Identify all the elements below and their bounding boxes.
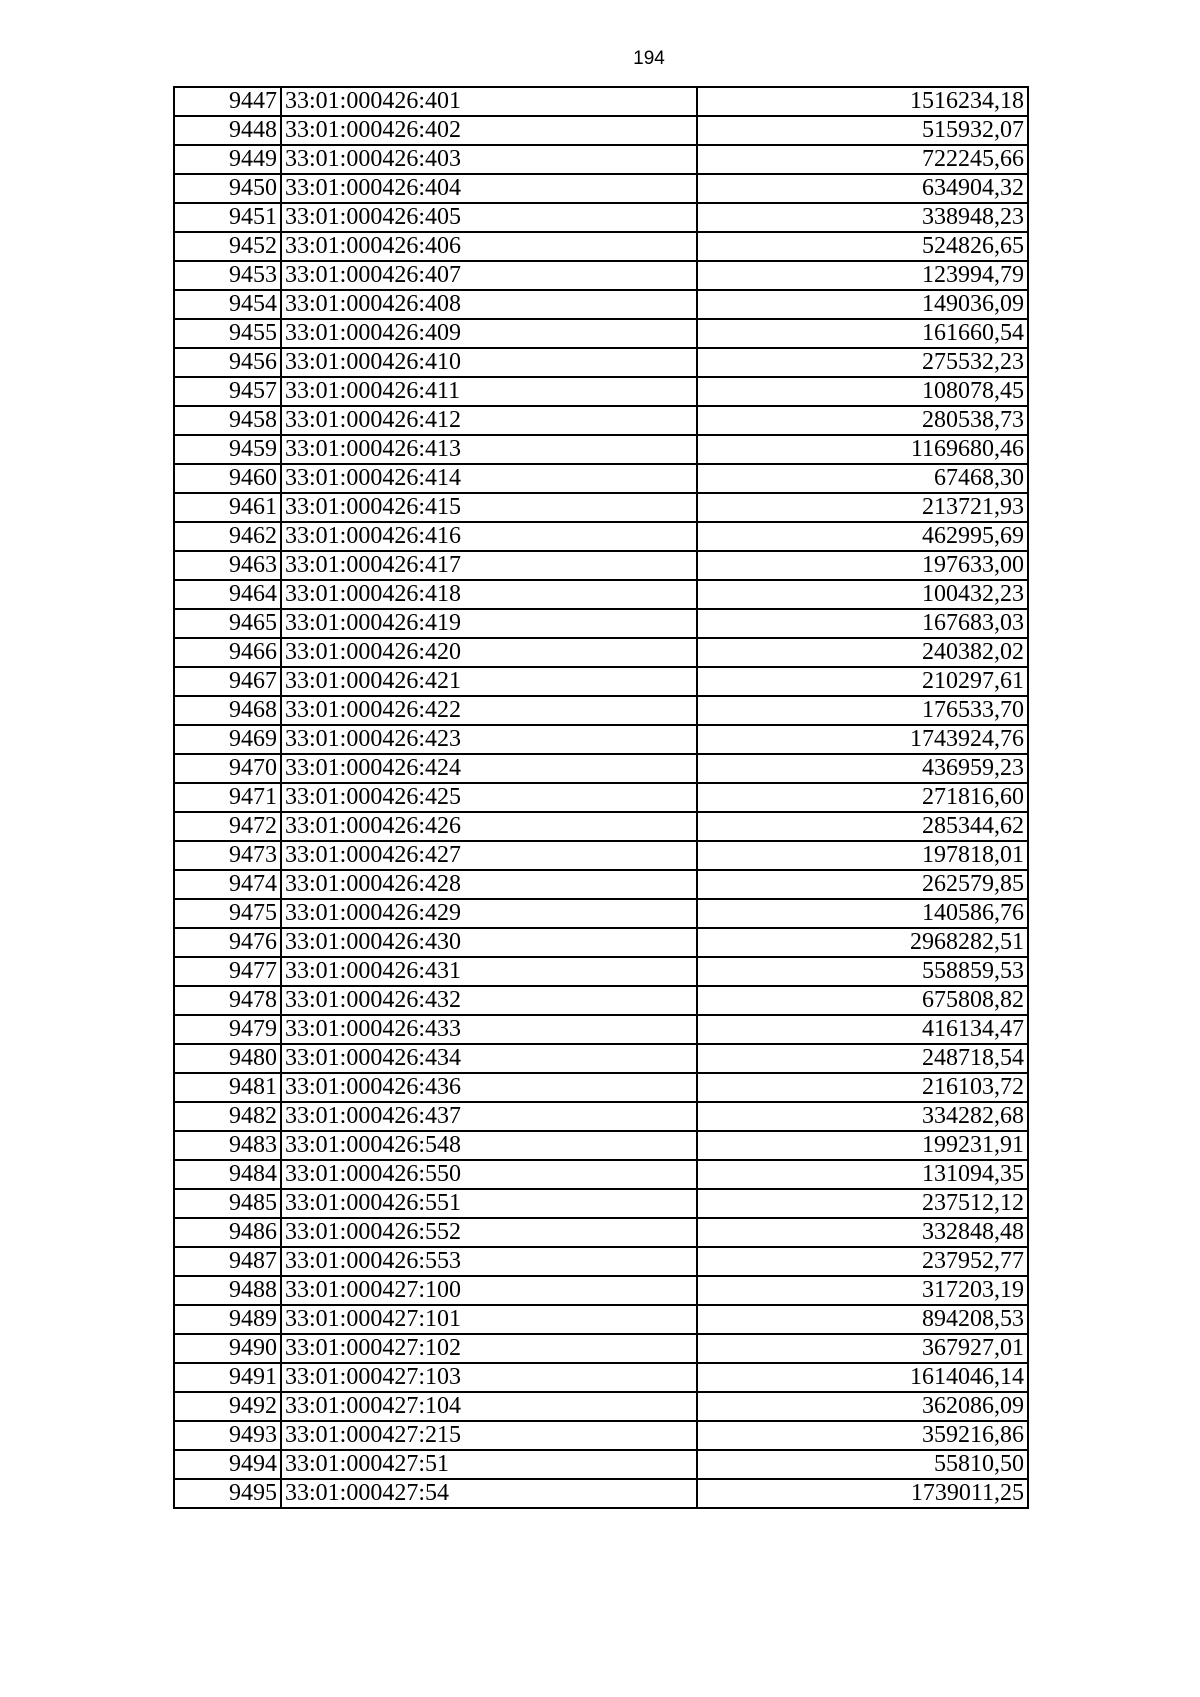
cadastral-number-cell: 33:01:000426:432 — [281, 986, 697, 1015]
value-cell: 216103,72 — [697, 1073, 1028, 1102]
cadastral-number-cell: 33:01:000426:416 — [281, 522, 697, 551]
table-row — [174, 1131, 1028, 1160]
table-row — [174, 841, 1028, 870]
table-row — [174, 1189, 1028, 1218]
table-row — [174, 1305, 1028, 1334]
cadastral-number-cell: 33:01:000426:429 — [281, 899, 697, 928]
value-cell: 167683,03 — [697, 609, 1028, 638]
table-row — [174, 1334, 1028, 1363]
cadastral-number-cell: 33:01:000426:553 — [281, 1247, 697, 1276]
value-cell: 149036,09 — [697, 290, 1028, 319]
cadastral-number-cell: 33:01:000426:417 — [281, 551, 697, 580]
table-row — [174, 928, 1028, 957]
table-row — [174, 696, 1028, 725]
cadastral-number-cell: 33:01:000426:418 — [281, 580, 697, 609]
cadastral-number-cell: 33:01:000426:414 — [281, 464, 697, 493]
value-cell: 280538,73 — [697, 406, 1028, 435]
cadastral-number-cell: 33:01:000426:551 — [281, 1189, 697, 1218]
value-cell: 722245,66 — [697, 145, 1028, 174]
row-number-cell: 9495 — [174, 1479, 281, 1508]
row-number-cell: 9479 — [174, 1015, 281, 1044]
row-number-cell: 9456 — [174, 348, 281, 377]
table-row — [174, 87, 1028, 116]
value-cell: 100432,23 — [697, 580, 1028, 609]
row-number-cell: 9474 — [174, 870, 281, 899]
row-number-cell: 9486 — [174, 1218, 281, 1247]
value-cell: 359216,86 — [697, 1421, 1028, 1450]
cadastral-number-cell: 33:01:000426:430 — [281, 928, 697, 957]
cadastral-number-cell: 33:01:000426:406 — [281, 232, 697, 261]
row-number-cell: 9468 — [174, 696, 281, 725]
row-number-cell: 9457 — [174, 377, 281, 406]
cadastral-number-cell: 33:01:000426:426 — [281, 812, 697, 841]
cadastral-number-cell: 33:01:000426:422 — [281, 696, 697, 725]
value-cell: 262579,85 — [697, 870, 1028, 899]
table-row — [174, 986, 1028, 1015]
table-row — [174, 464, 1028, 493]
row-number-cell: 9451 — [174, 203, 281, 232]
value-cell: 2968282,51 — [697, 928, 1028, 957]
value-cell: 362086,09 — [697, 1392, 1028, 1421]
cadastral-number-cell: 33:01:000426:419 — [281, 609, 697, 638]
table-row — [174, 1160, 1028, 1189]
value-cell: 240382,02 — [697, 638, 1028, 667]
value-cell: 1739011,25 — [697, 1479, 1028, 1508]
row-number-cell: 9447 — [174, 87, 281, 116]
table-row — [174, 348, 1028, 377]
cadastral-number-cell: 33:01:000426:420 — [281, 638, 697, 667]
cadastral-number-cell: 33:01:000427:102 — [281, 1334, 697, 1363]
value-cell: 317203,19 — [697, 1276, 1028, 1305]
cadastral-number-cell: 33:01:000427:100 — [281, 1276, 697, 1305]
table-row — [174, 1450, 1028, 1479]
value-cell: 55810,50 — [697, 1450, 1028, 1479]
value-cell: 332848,48 — [697, 1218, 1028, 1247]
table-row — [174, 290, 1028, 319]
cadastral-number-cell: 33:01:000426:423 — [281, 725, 697, 754]
cadastral-number-cell: 33:01:000426:431 — [281, 957, 697, 986]
cadastral-number-cell: 33:01:000426:424 — [281, 754, 697, 783]
cadastral-number-cell: 33:01:000426:407 — [281, 261, 697, 290]
value-cell: 515932,07 — [697, 116, 1028, 145]
table-row — [174, 1363, 1028, 1392]
value-cell: 271816,60 — [697, 783, 1028, 812]
value-cell: 237512,12 — [697, 1189, 1028, 1218]
cadastral-number-cell: 33:01:000426:415 — [281, 493, 697, 522]
row-number-cell: 9471 — [174, 783, 281, 812]
cadastral-number-cell: 33:01:000427:103 — [281, 1363, 697, 1392]
row-number-cell: 9450 — [174, 174, 281, 203]
row-number-cell: 9454 — [174, 290, 281, 319]
table-row — [174, 406, 1028, 435]
table-row — [174, 870, 1028, 899]
cadastral-number-cell: 33:01:000426:411 — [281, 377, 697, 406]
value-cell: 334282,68 — [697, 1102, 1028, 1131]
row-number-cell: 9461 — [174, 493, 281, 522]
value-cell: 197818,01 — [697, 841, 1028, 870]
row-number-cell: 9465 — [174, 609, 281, 638]
page-number: 194 — [633, 48, 665, 69]
row-number-cell: 9467 — [174, 667, 281, 696]
cadastral-number-cell: 33:01:000426:421 — [281, 667, 697, 696]
table-row — [174, 174, 1028, 203]
table-row — [174, 1479, 1028, 1508]
value-cell: 131094,35 — [697, 1160, 1028, 1189]
table-row — [174, 1218, 1028, 1247]
table-row — [174, 667, 1028, 696]
cadastral-number-cell: 33:01:000426:410 — [281, 348, 697, 377]
table-row — [174, 754, 1028, 783]
cadastral-number-cell: 33:01:000426:434 — [281, 1044, 697, 1073]
value-cell: 1614046,14 — [697, 1363, 1028, 1392]
value-cell: 1743924,76 — [697, 725, 1028, 754]
value-cell: 248718,54 — [697, 1044, 1028, 1073]
table-row — [174, 522, 1028, 551]
value-cell: 123994,79 — [697, 261, 1028, 290]
row-number-cell: 9460 — [174, 464, 281, 493]
cadastral-number-cell: 33:01:000426:408 — [281, 290, 697, 319]
row-number-cell: 9464 — [174, 580, 281, 609]
row-number-cell: 9452 — [174, 232, 281, 261]
row-number-cell: 9449 — [174, 145, 281, 174]
table-row — [174, 638, 1028, 667]
row-number-cell: 9481 — [174, 1073, 281, 1102]
table-row — [174, 899, 1028, 928]
table-row — [174, 377, 1028, 406]
value-cell: 161660,54 — [697, 319, 1028, 348]
table-row — [174, 551, 1028, 580]
row-number-cell: 9469 — [174, 725, 281, 754]
row-number-cell: 9476 — [174, 928, 281, 957]
row-number-cell: 9490 — [174, 1334, 281, 1363]
row-number-cell: 9492 — [174, 1392, 281, 1421]
value-cell: 275532,23 — [697, 348, 1028, 377]
row-number-cell: 9462 — [174, 522, 281, 551]
row-number-cell: 9472 — [174, 812, 281, 841]
value-cell: 285344,62 — [697, 812, 1028, 841]
cadastral-number-cell: 33:01:000427:51 — [281, 1450, 697, 1479]
row-number-cell: 9455 — [174, 319, 281, 348]
cadastral-number-cell: 33:01:000426:402 — [281, 116, 697, 145]
row-number-cell: 9484 — [174, 1160, 281, 1189]
table-row — [174, 1276, 1028, 1305]
table-row — [174, 1421, 1028, 1450]
cadastral-number-cell: 33:01:000426:404 — [281, 174, 697, 203]
row-number-cell: 9466 — [174, 638, 281, 667]
value-cell: 524826,65 — [697, 232, 1028, 261]
cadastral-number-cell: 33:01:000426:427 — [281, 841, 697, 870]
table-row — [174, 1392, 1028, 1421]
cadastral-number-cell: 33:01:000426:412 — [281, 406, 697, 435]
row-number-cell: 9482 — [174, 1102, 281, 1131]
row-number-cell: 9493 — [174, 1421, 281, 1450]
row-number-cell: 9494 — [174, 1450, 281, 1479]
value-cell: 140586,76 — [697, 899, 1028, 928]
table-row — [174, 725, 1028, 754]
value-cell: 176533,70 — [697, 696, 1028, 725]
value-cell: 1516234,18 — [697, 87, 1028, 116]
table-row — [174, 261, 1028, 290]
table-row — [174, 1102, 1028, 1131]
value-cell: 416134,47 — [697, 1015, 1028, 1044]
value-cell: 197633,00 — [697, 551, 1028, 580]
table-row — [174, 232, 1028, 261]
value-cell: 210297,61 — [697, 667, 1028, 696]
cadastral-number-cell: 33:01:000427:215 — [281, 1421, 697, 1450]
cadastral-number-cell: 33:01:000426:552 — [281, 1218, 697, 1247]
value-cell: 436959,23 — [697, 754, 1028, 783]
table-row — [174, 1015, 1028, 1044]
row-number-cell: 9459 — [174, 435, 281, 464]
row-number-cell: 9477 — [174, 957, 281, 986]
cadastral-number-cell: 33:01:000426:413 — [281, 435, 697, 464]
row-number-cell: 9470 — [174, 754, 281, 783]
row-number-cell: 9463 — [174, 551, 281, 580]
cadastral-number-cell: 33:01:000426:403 — [281, 145, 697, 174]
cadastral-number-cell: 33:01:000426:409 — [281, 319, 697, 348]
value-cell: 558859,53 — [697, 957, 1028, 986]
value-cell: 367927,01 — [697, 1334, 1028, 1363]
table-row — [174, 609, 1028, 638]
table-row — [174, 493, 1028, 522]
cadastral-number-cell: 33:01:000426:548 — [281, 1131, 697, 1160]
table-row — [174, 203, 1028, 232]
cadastral-number-cell: 33:01:000426:405 — [281, 203, 697, 232]
row-number-cell: 9475 — [174, 899, 281, 928]
value-cell: 675808,82 — [697, 986, 1028, 1015]
table-row — [174, 435, 1028, 464]
value-cell: 67468,30 — [697, 464, 1028, 493]
cadastral-number-cell: 33:01:000426:433 — [281, 1015, 697, 1044]
data-table — [173, 86, 1029, 1509]
table-row — [174, 812, 1028, 841]
value-cell: 462995,69 — [697, 522, 1028, 551]
table-body — [174, 87, 1028, 1508]
cadastral-number-cell: 33:01:000427:101 — [281, 1305, 697, 1334]
row-number-cell: 9483 — [174, 1131, 281, 1160]
row-number-cell: 9453 — [174, 261, 281, 290]
cadastral-number-cell: 33:01:000426:425 — [281, 783, 697, 812]
cadastral-number-cell: 33:01:000426:401 — [281, 87, 697, 116]
table-row — [174, 957, 1028, 986]
row-number-cell: 9480 — [174, 1044, 281, 1073]
table-row — [174, 783, 1028, 812]
row-number-cell: 9488 — [174, 1276, 281, 1305]
value-cell: 338948,23 — [697, 203, 1028, 232]
table-row — [174, 1247, 1028, 1276]
row-number-cell: 9489 — [174, 1305, 281, 1334]
value-cell: 237952,77 — [697, 1247, 1028, 1276]
row-number-cell: 9485 — [174, 1189, 281, 1218]
table-row — [174, 1044, 1028, 1073]
value-cell: 199231,91 — [697, 1131, 1028, 1160]
row-number-cell: 9458 — [174, 406, 281, 435]
value-cell: 894208,53 — [697, 1305, 1028, 1334]
cadastral-number-cell: 33:01:000426:550 — [281, 1160, 697, 1189]
cadastral-number-cell: 33:01:000426:437 — [281, 1102, 697, 1131]
table-row — [174, 1073, 1028, 1102]
cadastral-number-cell: 33:01:000427:104 — [281, 1392, 697, 1421]
table-row — [174, 319, 1028, 348]
cadastral-number-cell: 33:01:000426:428 — [281, 870, 697, 899]
value-cell: 213721,93 — [697, 493, 1028, 522]
value-cell: 1169680,46 — [697, 435, 1028, 464]
row-number-cell: 9473 — [174, 841, 281, 870]
row-number-cell: 9448 — [174, 116, 281, 145]
row-number-cell: 9491 — [174, 1363, 281, 1392]
value-cell: 634904,32 — [697, 174, 1028, 203]
cadastral-number-cell: 33:01:000427:54 — [281, 1479, 697, 1508]
row-number-cell: 9487 — [174, 1247, 281, 1276]
table-row — [174, 116, 1028, 145]
row-number-cell: 9478 — [174, 986, 281, 1015]
table-row — [174, 145, 1028, 174]
cadastral-number-cell: 33:01:000426:436 — [281, 1073, 697, 1102]
value-cell: 108078,45 — [697, 377, 1028, 406]
table-row — [174, 580, 1028, 609]
